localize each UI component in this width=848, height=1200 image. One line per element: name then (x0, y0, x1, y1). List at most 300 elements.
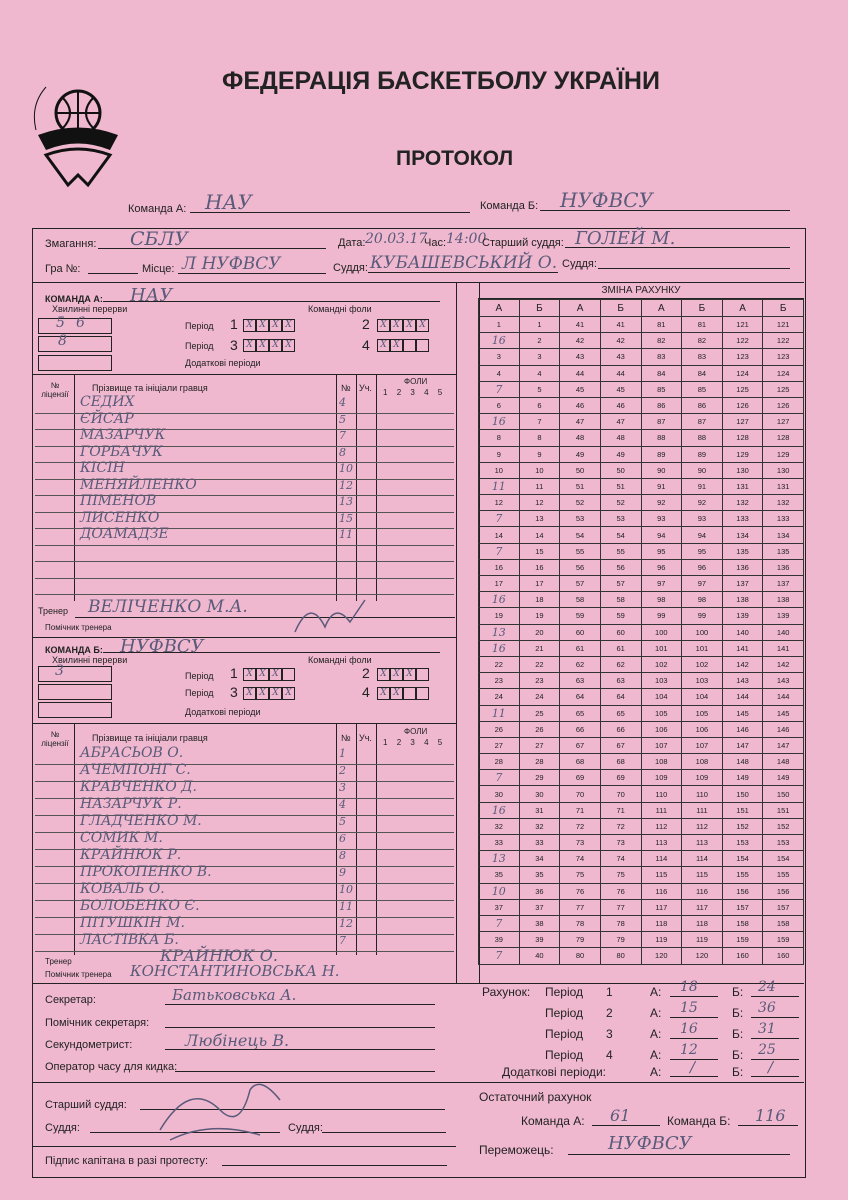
roster-row-line (35, 545, 454, 546)
score-cell: 144 (722, 689, 763, 705)
score-cell: 16 (479, 333, 520, 349)
foul-col-3: 3 (410, 388, 415, 397)
score-cell: 151 (763, 802, 804, 818)
period-b-label: Б: (732, 1006, 744, 1020)
score-cell: 124 (763, 365, 804, 381)
score-cell: 97 (682, 576, 723, 592)
score-cell: 128 (763, 430, 804, 446)
foul-mark: X (256, 687, 269, 700)
player-number: 4 (339, 798, 346, 811)
score-cell: 76 (600, 883, 641, 899)
score-cell: 160 (722, 948, 763, 964)
score-cell: 108 (641, 754, 682, 770)
player-name: ДОАМАДЗЕ (80, 526, 169, 542)
foul-mark: X (269, 687, 282, 700)
team-b-value: НУФВСУ (560, 188, 653, 212)
score-cell: 29 (519, 770, 560, 786)
score-cell: 108 (682, 754, 723, 770)
score-cell: 96 (641, 559, 682, 575)
player-name: ПРОКОПЕНКО В. (80, 864, 212, 880)
score-cell: 50 (600, 462, 641, 478)
date-label: Дата: (338, 237, 366, 249)
player-name: ПІМЕНОВ (80, 493, 157, 509)
roster-a-grid-num (336, 374, 338, 601)
score-cell: 7 (479, 915, 520, 931)
federation-title: ФЕДЕРАЦІЯ БАСКЕТБОЛУ УКРАЇНИ (222, 67, 660, 95)
player-name: ГОРБАЧУК (80, 443, 163, 460)
score-cell: 130 (763, 462, 804, 478)
final-team-a-label: Команда А: (521, 1114, 585, 1128)
score-cell: 43 (560, 349, 601, 365)
score-cell: 152 (763, 818, 804, 834)
secretary-value: Батьковська А. (172, 986, 297, 1004)
score-cell: 62 (560, 656, 601, 672)
team-a-value: НАУ (205, 190, 253, 214)
foul-mark (282, 668, 295, 681)
score-cell: 89 (641, 446, 682, 462)
score-cell: 54 (560, 527, 601, 543)
score-cell: 119 (641, 932, 682, 948)
period-b-score: 36 (758, 1000, 776, 1016)
player-number: 3 (339, 781, 346, 794)
roster-b-fouls-header: ФОЛИ (404, 727, 428, 736)
timekeeper-label: Секундометрист: (45, 1039, 133, 1051)
score-cell: 13 (519, 511, 560, 527)
score-cell: 9 (479, 446, 520, 462)
player-number: 8 (339, 849, 346, 862)
score-cell: 8 (479, 430, 520, 446)
score-cell: 90 (682, 462, 723, 478)
score-cell: 39 (519, 932, 560, 948)
score-cell: 7 (479, 381, 520, 397)
team-a-period-1: 1 (230, 316, 238, 332)
player-number: 9 (339, 866, 346, 879)
score-cell: 65 (600, 705, 641, 721)
score-cell: 123 (763, 349, 804, 365)
player-name: МАЗАРЧУК (80, 427, 166, 443)
player-number: 15 (339, 511, 353, 525)
roster-b-uch-header: Уч. (359, 733, 372, 743)
score-cell: 27 (479, 737, 520, 753)
score-cell: 4 (479, 365, 520, 381)
score-cell: 57 (600, 576, 641, 592)
score-cell: 18 (519, 592, 560, 608)
final-team-b-label: Команда Б: (667, 1114, 731, 1128)
score-cell: 100 (682, 624, 723, 640)
score-cell: 110 (641, 786, 682, 802)
period-a-score: 16 (680, 1021, 698, 1037)
score-cell: 59 (600, 608, 641, 624)
team-b-period-4: 4 (362, 684, 370, 700)
period-a-label: А: (650, 985, 662, 999)
roster-a-grid (74, 374, 76, 601)
score-cell: 42 (560, 333, 601, 349)
score-cell: 4 (519, 365, 560, 381)
score-cell: 62 (600, 656, 641, 672)
foul-mark: X (269, 319, 282, 332)
score-cell: 28 (479, 754, 520, 770)
score-cell: 48 (560, 430, 601, 446)
team-b-extra-periods-label: Додаткові періоди (185, 707, 261, 717)
foul-mark: X (377, 339, 390, 352)
score-cell: 19 (519, 608, 560, 624)
secretary-label: Секретар: (45, 994, 96, 1006)
coach-a-label: Тренер (38, 606, 68, 616)
score-cell: 72 (600, 818, 641, 834)
score-cell: 87 (682, 414, 723, 430)
score-cell: 124 (722, 365, 763, 381)
player-name: АЧЕМПОНГ С. (80, 762, 191, 778)
score-cell: 130 (722, 462, 763, 478)
foul-col-5: 5 (437, 388, 443, 397)
team-b-period-label-2: Період (185, 688, 214, 698)
score-cell: 99 (682, 608, 723, 624)
score-cell: 154 (722, 851, 763, 867)
score-col-header: Б (763, 300, 804, 317)
score-cell: 115 (682, 867, 723, 883)
score-cell: 99 (641, 608, 682, 624)
score-cell: 60 (560, 624, 601, 640)
period-b-score: 25 (758, 1042, 776, 1058)
player-number: 10 (339, 462, 353, 475)
player-number: 12 (339, 917, 353, 930)
protocol-title: ПРОТОКОЛ (396, 147, 514, 170)
foul-mark: X (390, 687, 403, 700)
score-cell: 96 (682, 559, 723, 575)
score-cell: 51 (560, 478, 601, 494)
score-cell: 137 (763, 576, 804, 592)
score-cell: 24 (479, 689, 520, 705)
extra-periods-label: Додаткові періоди: (502, 1065, 606, 1079)
score-cell: 34 (519, 851, 560, 867)
score-cell: 116 (641, 883, 682, 899)
score-cell: 70 (600, 786, 641, 802)
period-number: 4 (606, 1048, 613, 1062)
score-cell: 134 (722, 527, 763, 543)
score-col-header: Б (600, 300, 641, 317)
score-cell: 69 (560, 770, 601, 786)
extra-a-value: / (690, 1058, 696, 1076)
score-cell: 50 (560, 462, 601, 478)
foul-mark: X (390, 668, 403, 681)
score-cell: 91 (682, 478, 723, 494)
score-cell: 37 (479, 899, 520, 915)
column-divider (456, 283, 480, 983)
player-number: 10 (339, 883, 353, 896)
score-cell: 125 (763, 381, 804, 397)
score-cell: 142 (722, 656, 763, 672)
foul-col-2: 2 (396, 388, 402, 397)
roster-a-fouls-header: ФОЛИ (404, 377, 428, 386)
score-change-title: ЗМІНА РАХУНКУ (478, 283, 804, 299)
score-cell: 159 (763, 932, 804, 948)
score-cell: 90 (641, 462, 682, 478)
foul-mark: X (243, 339, 256, 352)
score-cell: 63 (560, 673, 601, 689)
team-a-timeout-2: 6 (76, 315, 85, 331)
score-cell: 72 (560, 818, 601, 834)
coach-b-assistant-value: КОНСТАНТИНОВСЬКА Н. (130, 962, 340, 980)
score-cell: 10 (519, 462, 560, 478)
player-number: 7 (339, 934, 346, 947)
time-label: Час: (424, 237, 447, 249)
shot-clock-label: Оператор часу для кидка: (45, 1061, 178, 1073)
score-cell: 110 (682, 786, 723, 802)
score-cell: 149 (763, 770, 804, 786)
score-cell: 77 (560, 899, 601, 915)
roster-b-name-header: Прізвище та ініціали гравця (92, 733, 208, 743)
score-cell: 59 (560, 608, 601, 624)
final-team-b-score: 116 (755, 1106, 786, 1125)
score-cell: 69 (600, 770, 641, 786)
roster-b-foul-cols (383, 738, 442, 747)
score-cell: 84 (682, 365, 723, 381)
score-cell: 3 (519, 349, 560, 365)
score-cell: 64 (600, 689, 641, 705)
period-number: 2 (606, 1006, 613, 1020)
period-label: Період (545, 1048, 584, 1062)
final-divider (456, 1082, 804, 1083)
score-cell: 37 (519, 899, 560, 915)
roster-b-header-line (32, 723, 456, 724)
roster-a-foul-cols (383, 388, 442, 397)
score-cell: 120 (682, 948, 723, 964)
score-cell: 134 (763, 527, 804, 543)
player-name: МЕНЯЙЛЕНКО (80, 476, 197, 493)
score-cell: 146 (722, 721, 763, 737)
score-cell: 7 (479, 543, 520, 559)
score-cell: 87 (641, 414, 682, 430)
score-cell: 118 (682, 915, 723, 931)
judges-signature (150, 1070, 290, 1155)
score-cell: 122 (722, 333, 763, 349)
score-cell: 138 (763, 592, 804, 608)
foul-mark: X (243, 687, 256, 700)
score-cell: 132 (763, 495, 804, 511)
score-cell: 9 (519, 446, 560, 462)
score-cell: 80 (600, 948, 641, 964)
score-change-table (478, 299, 804, 965)
score-cell: 139 (722, 608, 763, 624)
score-cell: 132 (722, 495, 763, 511)
score-cell: 71 (600, 802, 641, 818)
player-number: 11 (339, 528, 353, 541)
score-cell: 16 (479, 559, 520, 575)
score-cell: 133 (763, 511, 804, 527)
score-cell: 133 (722, 511, 763, 527)
team-a-timeout-boxes (38, 318, 112, 334)
score-cell: 126 (763, 397, 804, 413)
foul-mark: X (403, 319, 416, 332)
score-cell: 93 (682, 511, 723, 527)
score-cell: 22 (479, 656, 520, 672)
score-cell: 144 (763, 689, 804, 705)
score-cell: 103 (641, 673, 682, 689)
score-cell: 42 (600, 333, 641, 349)
foul-col-1: 1 (383, 738, 388, 747)
roster-b-grid-num (336, 723, 338, 955)
score-cell: 116 (682, 883, 723, 899)
final-team-a-line (592, 1125, 660, 1126)
period-b-score: 31 (758, 1021, 776, 1037)
score-cell: 54 (600, 527, 641, 543)
judge-sign-label: Суддя: (45, 1122, 80, 1134)
extra-b-value: / (768, 1058, 774, 1076)
score-cell: 152 (722, 818, 763, 834)
judge2-sign-line (322, 1132, 446, 1133)
score-cell: 107 (682, 737, 723, 753)
judge2-label: Суддя: (562, 258, 597, 270)
score-cell: 8 (519, 430, 560, 446)
score-cell: 122 (763, 333, 804, 349)
score-cell: 56 (560, 559, 601, 575)
team-b-block-value: НУФВСУ (120, 636, 204, 657)
score-cell: 118 (641, 915, 682, 931)
final-score-label: Остаточний рахунок (479, 1090, 592, 1104)
score-cell: 145 (722, 705, 763, 721)
period-b-line (751, 996, 799, 997)
score-cell: 143 (722, 673, 763, 689)
score-cell: 100 (641, 624, 682, 640)
score-cell: 47 (560, 414, 601, 430)
score-cell: 31 (519, 802, 560, 818)
player-number: 4 (339, 396, 346, 409)
score-cell: 41 (560, 317, 601, 333)
score-col-header: А (641, 300, 682, 317)
score-cell: 81 (641, 317, 682, 333)
player-name: КРАЙНЮК Р. (80, 847, 182, 863)
score-cell: 102 (641, 656, 682, 672)
score-cell: 150 (722, 786, 763, 802)
player-name: ПІТУШКІН М. (80, 915, 185, 931)
asst-secretary-label: Помічник секретаря: (45, 1017, 150, 1029)
score-cell: 114 (682, 851, 723, 867)
score-cell: 51 (600, 478, 641, 494)
foul-mark: X (390, 339, 403, 352)
score-cell: 136 (722, 559, 763, 575)
captain-line (222, 1165, 447, 1166)
roster-row-line (35, 578, 454, 579)
score-cell: 101 (641, 640, 682, 656)
score-cell: 95 (682, 543, 723, 559)
score-cell: 19 (479, 608, 520, 624)
score-cell: 53 (560, 511, 601, 527)
team-b-period-3: 3 (230, 684, 238, 700)
score-cell: 153 (722, 835, 763, 851)
score-cell: 11 (519, 478, 560, 494)
score-cell: 156 (722, 883, 763, 899)
foul-mark: X (377, 687, 390, 700)
score-cell: 154 (763, 851, 804, 867)
roster-row-line (35, 561, 454, 562)
foul-mark (416, 339, 429, 352)
roster-b-grid-uch (356, 723, 358, 955)
score-cell: 147 (763, 737, 804, 753)
score-cell: 32 (479, 818, 520, 834)
team-a-timeout-boxes-2 (38, 336, 112, 352)
score-cell: 131 (722, 478, 763, 494)
score-cell: 98 (682, 592, 723, 608)
winner-value: НУФВСУ (608, 1133, 692, 1154)
team-b-fouls-label: Командні фоли (308, 655, 372, 665)
score-cell: 125 (722, 381, 763, 397)
score-cell: 6 (479, 397, 520, 413)
player-name: ЄЙСАР (80, 410, 134, 427)
score-cell: 35 (519, 867, 560, 883)
foul-mark (416, 687, 429, 700)
score-cell: 55 (600, 543, 641, 559)
score-cell: 94 (641, 527, 682, 543)
score-cell: 145 (763, 705, 804, 721)
place-value: Л НУФВСУ (182, 254, 281, 274)
timekeeper-value: Любінець В. (185, 1031, 290, 1050)
score-cell: 83 (641, 349, 682, 365)
period-b-label: Б: (732, 985, 744, 999)
team-b-timeout-boxes-3 (38, 702, 112, 718)
score-cell: 105 (682, 705, 723, 721)
competition-label: Змагання: (45, 238, 97, 250)
score-cell: 2 (519, 333, 560, 349)
player-name: БОЛОБЕНКО Є. (80, 898, 200, 914)
score-cell: 119 (682, 932, 723, 948)
score-cell: 16 (479, 802, 520, 818)
score-cell: 112 (682, 818, 723, 834)
period-a-score: 18 (680, 979, 698, 995)
score-cell: 109 (641, 770, 682, 786)
coach-b-assistant-label: Помічник тренера (45, 970, 112, 979)
score-cell: 146 (763, 721, 804, 737)
team-b-timeout-boxes (38, 666, 112, 682)
score-cell: 80 (560, 948, 601, 964)
score-cell: 12 (519, 495, 560, 511)
roster-a-uch-header: Уч. (359, 383, 372, 393)
foul-mark: X (390, 319, 403, 332)
score-cell: 155 (763, 867, 804, 883)
score-col-header: Б (519, 300, 560, 317)
score-cell: 106 (682, 721, 723, 737)
competition-value: СБЛУ (130, 228, 189, 250)
score-cell: 123 (722, 349, 763, 365)
score-cell: 114 (641, 851, 682, 867)
score-cell: 92 (682, 495, 723, 511)
foul-mark: X (403, 668, 416, 681)
period-b-line (751, 1038, 799, 1039)
score-cell: 1 (519, 317, 560, 333)
player-number: 6 (339, 832, 346, 845)
coach-b-value: КРАЙНЮК О. (160, 946, 278, 965)
team-a-period-4: 4 (362, 337, 370, 353)
score-cell: 25 (519, 705, 560, 721)
score-cell: 66 (560, 721, 601, 737)
score-cell: 82 (641, 333, 682, 349)
score-cell: 68 (600, 754, 641, 770)
team-b-timeout-boxes-2 (38, 684, 112, 700)
score-cell: 10 (479, 883, 520, 899)
score-cell: 41 (600, 317, 641, 333)
foul-mark: X (377, 668, 390, 681)
date-value: 20.03.17 (365, 231, 428, 247)
federation-logo (28, 75, 128, 190)
score-cell: 127 (763, 414, 804, 430)
score-cell: 48 (600, 430, 641, 446)
score-cell: 7 (479, 948, 520, 964)
score-cell: 61 (560, 640, 601, 656)
score-cell: 140 (722, 624, 763, 640)
foul-mark: X (243, 668, 256, 681)
roster-a-header-line (32, 374, 456, 375)
score-cell: 75 (560, 867, 601, 883)
score-cell: 17 (519, 576, 560, 592)
